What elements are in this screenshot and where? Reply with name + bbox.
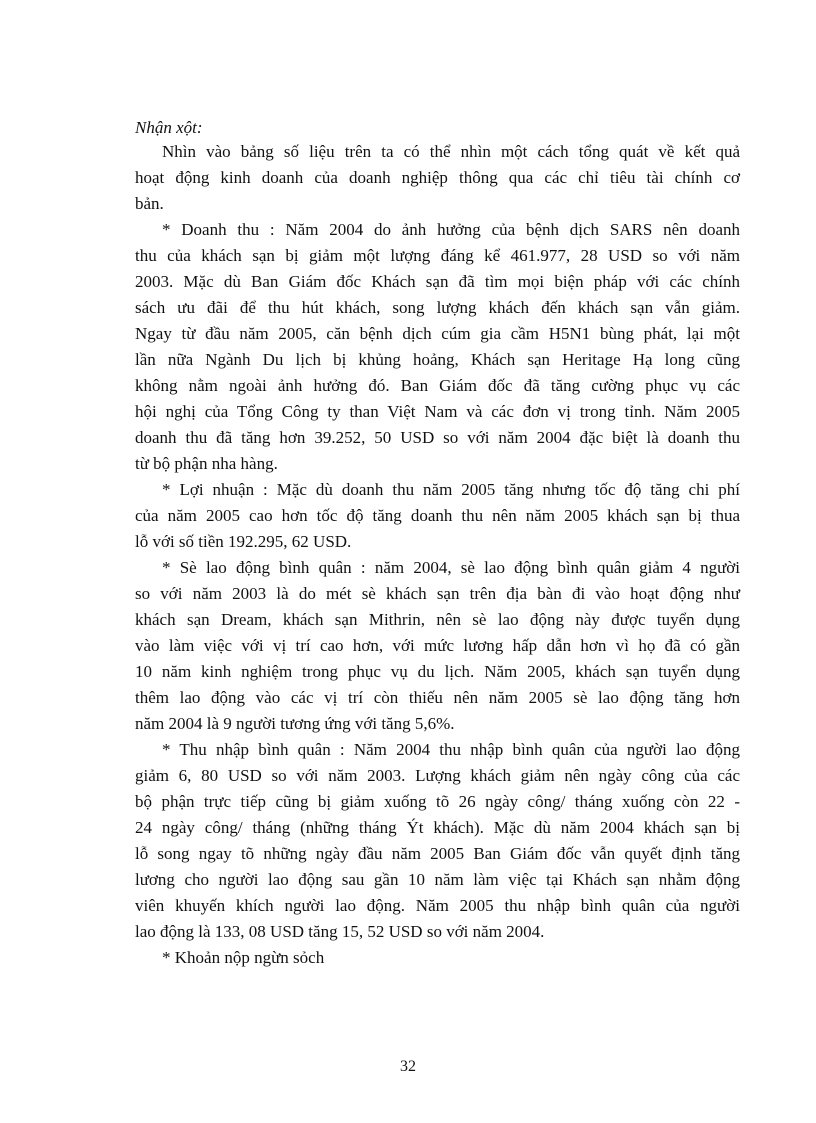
paragraph-line: từ bộ phận nha hàng. bbox=[135, 454, 278, 473]
paragraph-line: của năm 2005 cao hơn tốc độ tăng doanh thu nên năm 2005 khách sạn bị thua bbox=[135, 506, 740, 525]
paragraph-line: khách sạn Dream, khách sạn Mithrin, nên sè lao động này được tuyển dụng bbox=[135, 610, 740, 629]
paragraph-line: hoạt động kinh doanh của doanh nghiệp thông qua các chỉ tiêu tài chính cơ bbox=[135, 168, 740, 187]
paragraph-line: * Lợi nhuận : Mặc dù doanh thu năm 2005 tăng nhưng tốc độ tăng chi phí bbox=[162, 480, 740, 499]
paragraph-line: bộ phận trực tiếp cũng bị giảm xuống tõ 26 ngày công/ tháng xuống còn 22 - bbox=[135, 792, 740, 811]
paragraph-line: * Thu nhập bình quân : Năm 2004 thu nhập bình quân của người lao động bbox=[162, 740, 740, 759]
paragraph-line: bản. bbox=[135, 194, 164, 213]
paragraph-line: lao động là 133, 08 USD tăng 15, 52 USD so với năm 2004. bbox=[135, 922, 545, 941]
paragraph-line: 24 ngày công/ tháng (những tháng Ýt khách). Mặc dù năm 2004 khách sạn bị bbox=[135, 818, 740, 837]
paragraph-line: doanh thu đã tăng hơn 39.252, 50 USD so với năm 2004 đặc biệt là doanh thu bbox=[135, 428, 740, 447]
paragraph-line: * Doanh thu : Năm 2004 do ảnh hưởng của bệnh dịch SARS nên doanh bbox=[162, 220, 740, 239]
paragraph-line: vào làm việc với vị trí cao hơn, với mức lương hấp dẫn hơn vì họ đã có gần bbox=[135, 636, 740, 655]
page-number: 32 bbox=[400, 1058, 416, 1075]
paragraph-line: 10 năm kinh nghiệm trong phục vụ du lịch. Năm 2005, khách sạn tuyển dụng bbox=[135, 662, 740, 681]
paragraph-line: so với năm 2003 là do mét sè khách sạn trên địa bàn đi vào hoạt động như bbox=[135, 584, 740, 603]
paragraph-line: viên khuyến khích người lao động. Năm 2005 thu nhập bình quân của người bbox=[135, 896, 740, 915]
paragraph-line: năm 2004 là 9 người tương ứng với tăng 5,6%. bbox=[135, 714, 455, 733]
paragraph-line: lương cho người lao động sau gần 10 năm làm việc tại Khách sạn nhằm động bbox=[135, 870, 740, 889]
paragraph-line: Ngay từ đầu năm 2005, căn bệnh dịch cúm gia cầm H5N1 bùng phát, lại một bbox=[135, 324, 740, 343]
paragraph-line: thu của khách sạn bị giảm một lượng đáng kể 461.977, 28 USD so với năm bbox=[135, 246, 740, 265]
paragraph-line: * Sè lao động bình quân : năm 2004, sè lao động bình quân giảm 4 người bbox=[162, 558, 740, 577]
paragraph-line: lần nữa Ngành Du lịch bị khủng hoảng, Khách sạn Heritage Hạ long cũng bbox=[135, 350, 740, 369]
paragraph-line: sách ưu đãi để thu hút khách, song lượng khách đến khách sạn vẫn giảm. bbox=[135, 298, 740, 317]
paragraph-line: không nằm ngoài ảnh hưởng đó. Ban Giám đốc đã tăng cường phục vụ các bbox=[135, 376, 740, 395]
paragraph-line: hội nghị của Tổng Công ty than Việt Nam và các đơn vị trong tỉnh. Năm 2005 bbox=[135, 402, 740, 421]
section-heading: Nhận xột: bbox=[135, 118, 203, 137]
paragraph-line: lỗ với số tiền 192.295, 62 USD. bbox=[135, 532, 352, 551]
paragraph-line: thêm lao động vào các vị trí còn thiếu nên năm 2005 sè lao động tăng hơn bbox=[135, 688, 740, 707]
paragraph-line: * Khoản nộp ngừn sỏch bbox=[162, 948, 325, 967]
paragraph-line: lỗ song ngay tõ những ngày đầu năm 2005 Ban Giám đốc vẫn quyết định tăng bbox=[135, 844, 740, 863]
paragraph-line: 2003. Mặc dù Ban Giám đốc Khách sạn đã tìm mọi biện pháp với các chính bbox=[135, 272, 740, 291]
paragraph-line: giảm 6, 80 USD so với năm 2003. Lượng khách giảm nên ngày công của các bbox=[135, 766, 740, 785]
paragraph-line: Nhìn vào bảng số liệu trên ta có thể nhìn một cách tổng quát về kết quả bbox=[162, 142, 740, 161]
